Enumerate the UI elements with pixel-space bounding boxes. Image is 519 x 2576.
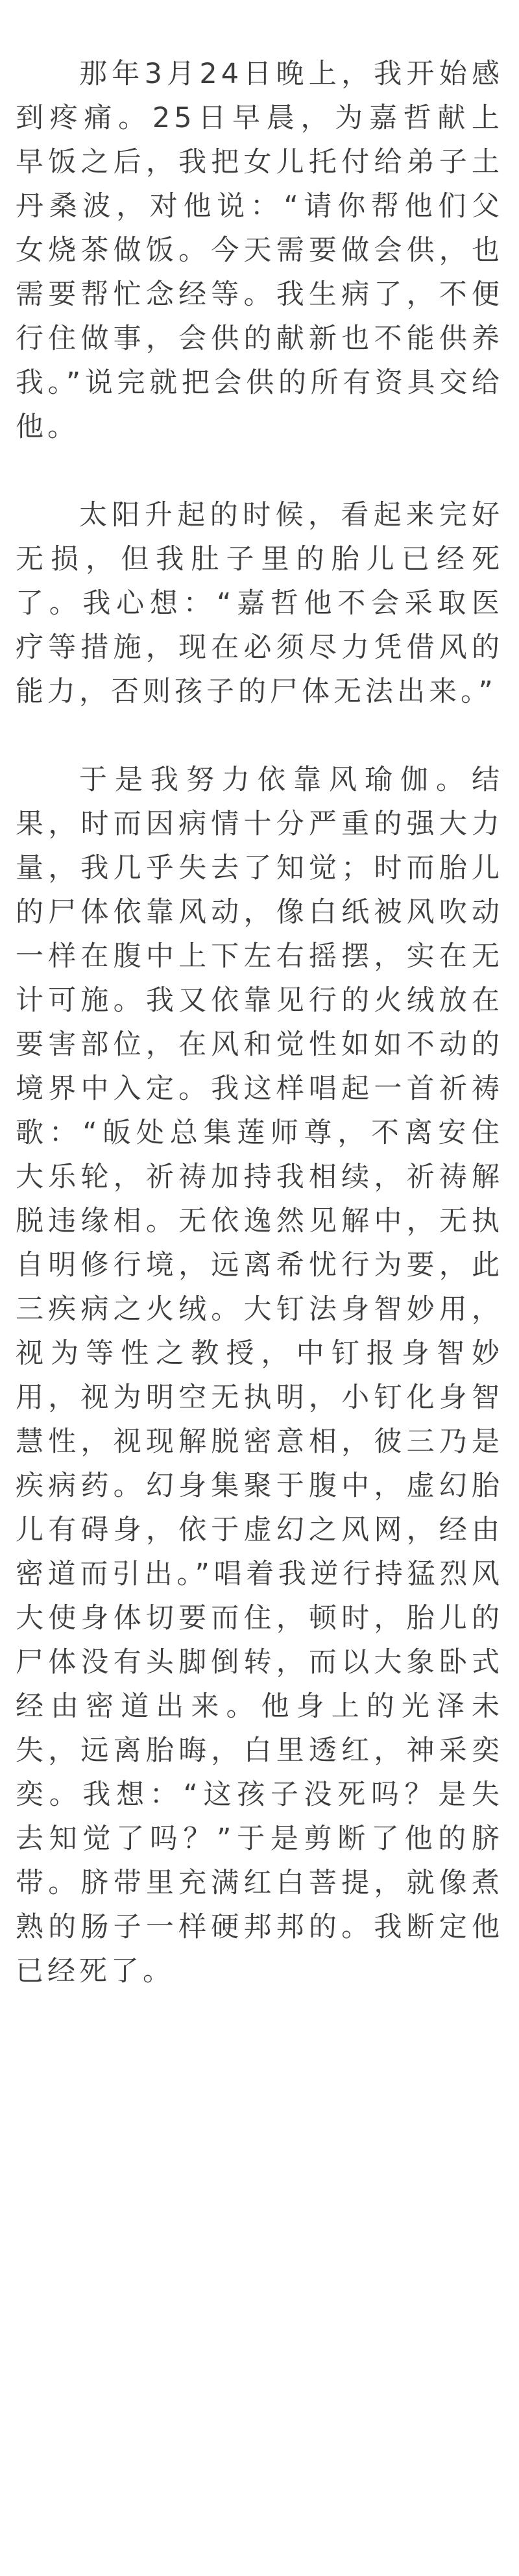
paragraph-3: 于是我努力依靠风瑜伽。结果，时而因病情十分严重的强大力量，我几乎失去了知觉；时而胎儿的尸体依靠风动，像白纸被风吹动一样在腹中上下左右摇摆，实在无计可施。我又依靠见行的火绒放在要害部位，在风和觉性如如不动的境界中入定。我这样唱起一首祈祷歌：“皈处总集莲师尊，不离安住大乐轮，祈祷加持我相续，祈祷解脱违缘相。无依逸然见解中，无执自明修行境，远离希忧行为要，此三疾病之火绒。大钉法身智妙用，视为等性之教授，中钉报身智妙用，视为明空无执明，小钉化身智慧性，视现解脱密意相，彼三乃是疾病药。幻身集聚于腹中，虚幻胎儿有碍身，依于虚幻之风网，经由密道而引出。”唱着我逆行持猛烈风大使身体切要而住，顿时，胎儿的尸体没有头脚倒转，而以大象卧式经由密道出来。他身上的光泽未失，远离胎晦，白里透红，神采奕奕。我想：“这孩子没死吗？是失去知觉了吗？”于是剪断了他的脐带。脐带里充满红白菩提，就像煮熟的肠子一样硬邦邦的。我断定他已经死了。 [16,764,503,1987]
paragraph-2: 太阳升起的时候，看起来完好无损，但我肚子里的胎儿已经死了。我心想：“嘉哲他不会采取医疗等措施，现在必须尽力凭借风的能力，否则孩子的尸体无法出来。” [16,499,503,708]
paragraph-1: 那年3月24日晚上，我开始感到疼痛。25日早晨，为嘉哲献上早饭之后，我把女儿托付给弟子土丹桑波，对他说：“请你帮他们父女烧茶做饭。今天需要做会供，也需要帮忙念经等。我生病了，不便行住做事，会供的献新也不能供养我。”说完就把会供的所有资具交给他。 [16,58,503,443]
article-body [16,52,503,1993]
